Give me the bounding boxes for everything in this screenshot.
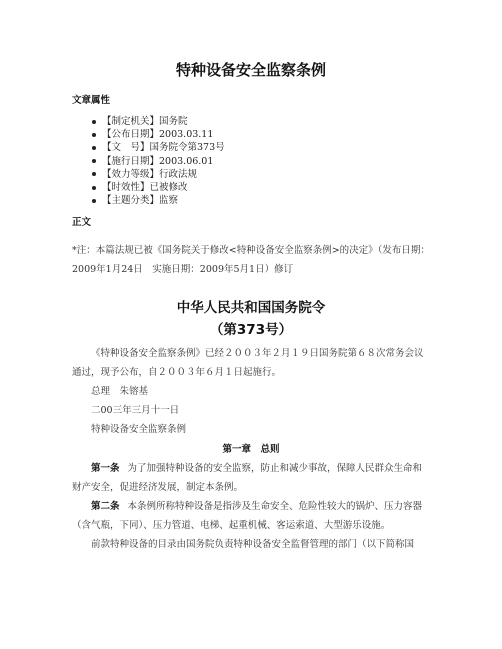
decree-title: 中华人民共和国国务院令 [176,300,326,317]
body-heading: 正文 [72,217,92,229]
article-2-label: 第二条 [91,501,120,513]
property-document-number: 【文 号】国务院令第373号 [92,141,430,154]
article-2 [72,497,430,535]
article-2-continuation: 前款特种设备的目录由国务院负责特种设备安全监督管理的部门（以下简称国 [91,539,415,551]
chapter-heading: 第一章 总则 [222,444,280,456]
properties-list [72,115,430,207]
decree-date: 二00三年三月十一日 [91,405,180,417]
property-effective-date: 【施行日期】2003.06.01 [92,155,430,168]
article-1-label: 第一条 [91,463,120,475]
regulation-name: 特种设备安全监察条例 [91,424,187,436]
property-publish-date: 【公布日期】2003.03.11 [92,128,430,141]
article-1 [72,459,430,497]
property-issuing-authority: 【制定机关】国务院 [92,115,430,128]
property-validity: 【时效性】已被修改 [92,181,430,194]
revision-note: *注：本篇法规已被《国务院关于修改<特种设备安全监察条例>的决定》（发布日期：2009年1月24日 实施日期：2009年5月1日）修订 [72,245,430,276]
article-2-text: 本条例所称特种设备是指涉及生命安全、危险性较大的锅炉、压力容器（含气瓶，下同）、压力管道、电梯、起重机械、客运索道、大型游乐设施。 [72,501,423,532]
property-legal-level: 【效力等级】行政法规 [92,168,430,181]
properties-heading: 文章属性 [72,95,111,106]
property-subject: 【主题分类】监察 [92,194,430,207]
document-title: 特种设备安全监察条例 [175,61,326,79]
decree-intro: 《特种设备安全监察条例》已经２００３年２月１９日国务院第６８次常务会议通过，现予公布，自２００３年６月１日起施行。 [72,348,424,379]
decree-number: （第373号） [209,322,293,339]
article-1-text: 为了加强特种设备的安全监察，防止和减少事故，保障人民群众生命和财产安全，促进经济发展，制定本条例。 [72,463,423,494]
decree-signature: 总理 朱镕基 [91,386,149,398]
